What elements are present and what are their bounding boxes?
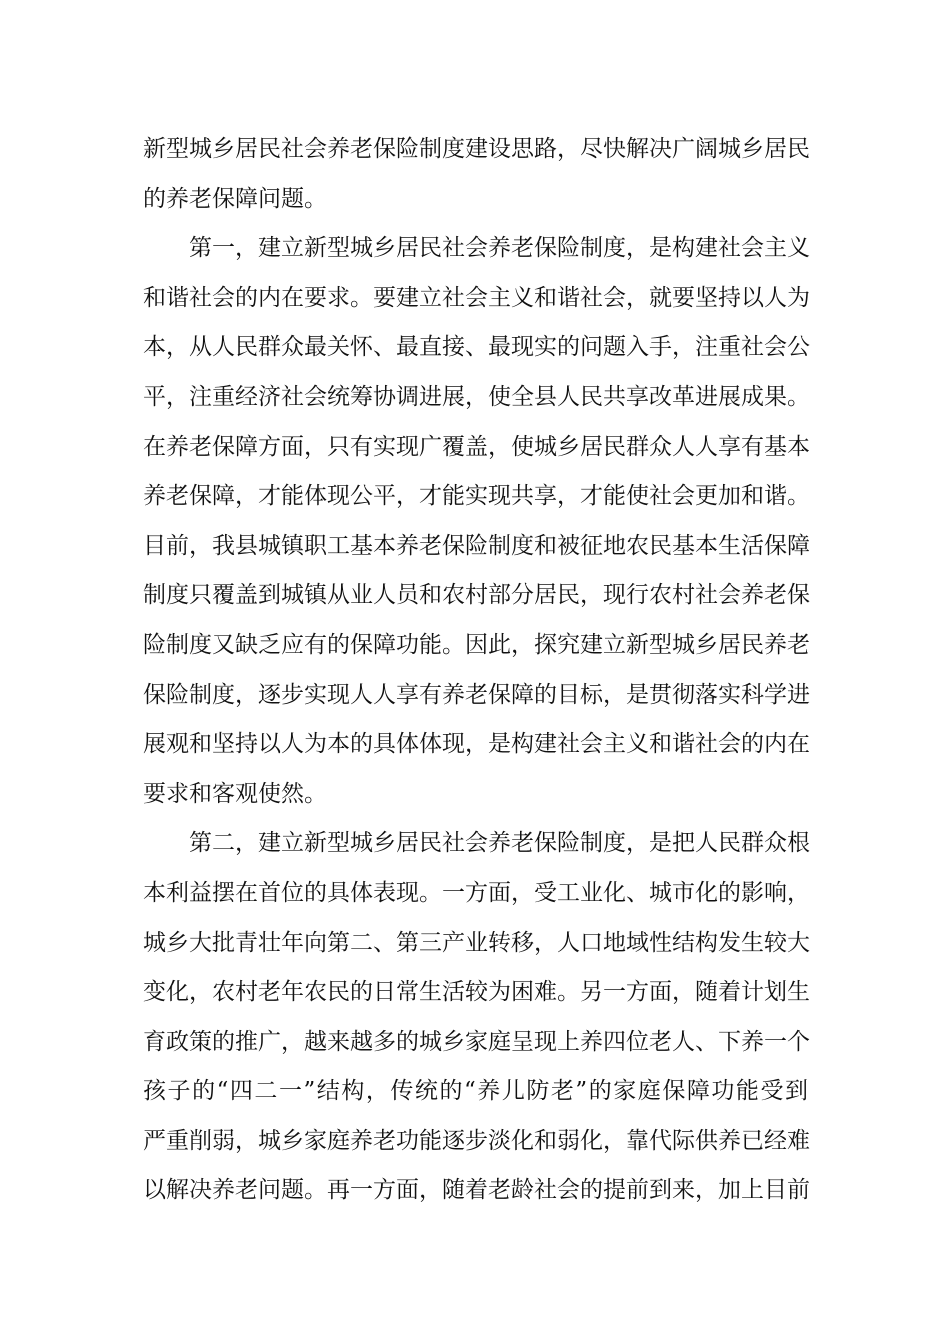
text-line: 孩子的“四二一”结构，传统的“养儿防老”的家庭保障功能受到 (143, 1078, 808, 1105)
text-line: 第二，建立新型城乡居民社会养老保险制度，是把人民群众根 (189, 830, 810, 857)
text-line: 在养老保障方面，只有实现广覆盖，使城乡居民群众人人享有基本 (143, 433, 810, 460)
text-line: 本利益摆在首位的具体表现。一方面，受工业化、城市化的影响， (143, 879, 810, 906)
text-line: 以解决养老问题。再一方面，随着老龄社会的提前到来，加上目前 (143, 1177, 810, 1204)
text-line: 制度只覆盖到城镇从业人员和农村部分居民，现行农村社会养老保 (143, 582, 810, 609)
text-line: 养老保障，才能体现公平，才能实现共享，才能使社会更加和谐。 (143, 483, 810, 510)
text-line: 展观和坚持以人为本的具体体现，是构建社会主义和谐社会的内在 (143, 731, 810, 758)
paragraph-first-point (143, 224, 808, 819)
paragraph-second-point (143, 819, 808, 1216)
text-line: 严重削弱，城乡家庭养老功能逐步淡化和弱化，靠代际供养已经难 (143, 1127, 810, 1154)
text-line: 险制度又缺乏应有的保障功能。因此，探究建立新型城乡居民养老 (143, 631, 810, 658)
text-line: 变化，农村老年农民的日常生活较为困难。另一方面，随着计划生 (143, 979, 810, 1006)
text-line: 平，注重经济社会统筹协调进展，使全县人民共享改革进展成果。 (143, 383, 810, 410)
text-line: 本，从人民群众最关怀、最直接、最现实的问题入手，注重社会公 (143, 334, 810, 361)
text-line: 育政策的推广，越来越多的城乡家庭呈现上养四位老人、下养一个 (143, 1028, 810, 1055)
text-line: 城乡大批青壮年向第二、第三产业转移，人口地域性结构发生较大 (143, 929, 810, 956)
text-line: 的养老保障问题。 (143, 185, 327, 212)
text-line: 和谐社会的内在要求。要建立社会主义和谐社会，就要坚持以人为 (143, 284, 810, 311)
text-line: 目前，我县城镇职工基本养老保险制度和被征地农民基本生活保障 (143, 532, 810, 559)
text-line: 要求和客观使然。 (143, 780, 327, 807)
text-line: 第一，建立新型城乡居民社会养老保险制度，是构建社会主义 (189, 235, 810, 262)
paragraph-continuation (143, 125, 808, 224)
body-text (143, 125, 808, 1216)
text-line: 保险制度，逐步实现人人享有养老保障的目标，是贯彻落实科学进 (143, 681, 810, 708)
text-line: 新型城乡居民社会养老保险制度建设思路，尽快解决广阔城乡居民 (143, 136, 810, 162)
